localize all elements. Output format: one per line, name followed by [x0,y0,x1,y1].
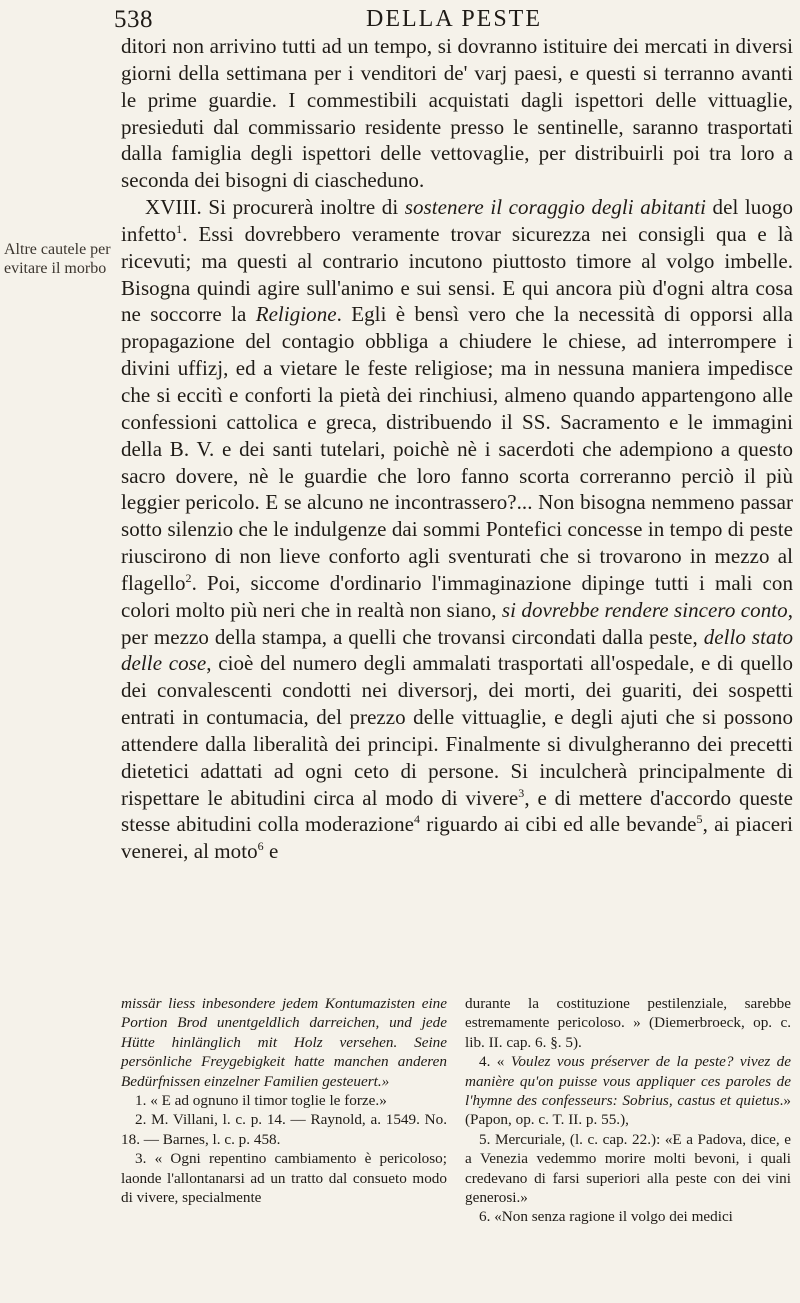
text-run: , cioè del numero degli ammalati trasportati all'ospedale, e di quello dei convalescenti condotti nei diversorj, dei morti, dei guariti, dei sospetti entrati in contumacia, del prezzo delle vittuaglie, e degli ajuti che si possono attendere dalla liberalità dei principi. Finalmente si divulgheranno dei precetti dietetici adattati ad ogni ceto di persone. Si inculcherà principalmente di rispettare le abitudini circa al modo di vivere [121,651,794,810]
footnote-ref[interactable]: 6 [257,839,264,854]
footnote-quote: missär liess inbesondere jedem Kontumazisten eine Portion Brod unentgeldlich darreichen, und jede Hütte hinlänglich mit Holz versehen. Seine persönliche Freygebigkeit hatte manchen anderen Bedürfnissen einzelner Familien gesteuert.» [121,995,447,1090]
text-run: e [263,839,279,864]
footnotes-left-column [121,994,447,1207]
margin-note: Altre cautele per evitare il morbo [4,241,111,277]
running-head [100,4,790,36]
footnote-4 [465,1052,791,1130]
text-run: , ai piaceri venerei, al moto [121,812,793,864]
text-run: , per mezzo della stampa, a quelli che trovansi circondati dalla peste, [121,597,793,649]
text-run: . Essi dovrebbero veramente trovar sicurezza nei consigli qua e là ricevuti; ma questi al contrario incutono piuttosto timore al volgo imbelle. Bisogna quindi agire sull'animo e sui sensi. E qui ancora più d'ogni altra cosa ne soccorre la [121,221,793,327]
main-text [121,33,793,865]
emphasis-text: Religione [255,302,337,327]
text-run: . Poi, siccome d'ordinario l'immaginazione dipinge tutti i mali con colori molto più neri che in realtà non siano, [121,570,793,622]
running-title: DELLA PESTE [366,6,542,32]
footnotes-right-column [465,994,791,1227]
emphasis-text: dello stato delle cose [121,624,794,676]
footnote-ref[interactable]: 4 [414,812,421,827]
paragraph-section-xviii [121,194,793,865]
footnote-ref[interactable]: 1 [176,221,183,236]
text-run: .» (Papon, op. c. T. II. p. 55.), [465,1092,791,1129]
footnote-ref[interactable]: 2 [185,570,192,585]
footnote-ref[interactable]: 3 [518,785,525,800]
text-run: del luogo infetto [121,195,793,246]
text-run: riguardo ai cibi ed alle bevande [420,812,697,837]
emphasis-text: si dovrebbe rendere sincero conto [501,597,788,622]
footnote-ref[interactable]: 5 [696,812,703,827]
text-run: XVIII. Si procurerà inoltre di [145,195,405,220]
footnotes [121,994,793,1294]
footnote-continuation [121,994,447,1091]
text-run: . Egli è bensì vero che la necessità di opporsi alla propagazione del contagio obbliga a chiudere le chiese, ad interrompere i divini uffizj, ed a vietare le feste religiose; ma in nessuna maniera impedisce che si eccitì e conforti la pietà dei rinchiusi, almeno quando appartengono alle confessioni cattolica e greca, distribuendo il SS. Sacramento e le immagini della B. V. e dei santi tutelari, poichè nè i sacerdoti che adempiono a questo sacro dovere, nè le guardie che loro fanno scorta correranno perciò il più leggier pericolo. E se alcuno ne incontrassero?... Non bisogna nemmeno passar sotto silenzio che le indulgenze dai sommi Pontefici concesse in tempo di peste riuscirono di non lieve conforto agli sventurati che si trovarono in mezzo al flagello [121,302,793,595]
footnote-2: 2. M. Villani, l. c. p. 14. — Raynold, a. 1549. No. 18. — Barnes, l. c. p. 458. [121,1111,447,1148]
footnote-5: 5. Mercuriale, (l. c. cap. 22.): «E a Padova, dice, e a Venezia vedemmo morire molti bevoni, i quali credevano di farsi superiori alla peste con dei vini generosi.» [465,1130,791,1207]
footnote-3: 3. « Ogni repentino cambiamento è pericoloso; laonde l'allontanarsi ad un tratto dal consueto modo di vivere, specialmente [121,1150,447,1207]
emphasis-text: sostenere il coraggio degli abitanti [404,195,706,220]
footnote-6: 6. «Non senza ragione il volgo dei medici [479,1208,733,1226]
page-number: 538 [114,6,153,33]
text-run: 4. « [479,1053,511,1071]
paragraph-continuation: ditori non arrivino tutti ad un tempo, si dovranno istituire dei mercati in diversi giorni della settimana per i venditori de' varj paesi, e questi si terranno avanti le prime guardie. I commestibili acquistati dagli ispettori delle vittuaglie, presieduti dal commissario residente presso le sentinelle, saranno trasportati dalla famiglia degli ispettori delle vettovaglie, per distribuirli poi tra loro a seconda dei bisogni di ciascheduno. [121,34,793,193]
text-run: , e di mettere d'accordo queste stesse abitudini colla moderazione [121,785,793,837]
footnote-continuation: durante la costituzione pestilenziale, sarebbe estremamente pericoloso. » (Diemerbroeck, op. c. lib. II. cap. 6. §. 5). [465,995,791,1051]
footnote-quote: Voulez vous préserver de la peste? vivez de manière qu'on puisse vous appliquer ces paroles de l'hymne des confesseurs: Sobrius, castus et quietus [465,1053,792,1110]
footnote-1: 1. « E ad ognuno il timor toglie le forze.» [135,1092,387,1110]
